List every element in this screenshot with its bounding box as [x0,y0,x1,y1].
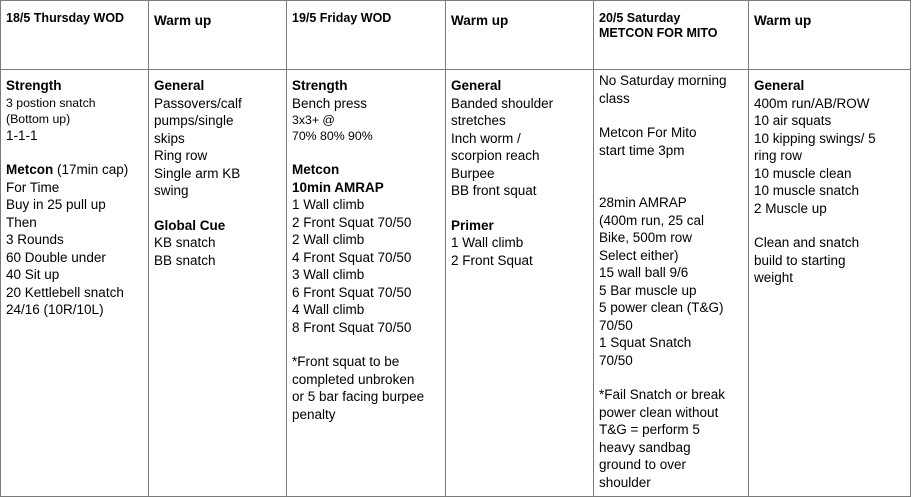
section-title: Global Cue [154,217,226,233]
text-line: 2 Front Squat [451,252,533,268]
text-line: class [599,90,630,106]
text-line: 3 Rounds [6,232,64,247]
text-line: ring row [754,148,803,163]
text-line: 400m run/AB/ROW [754,95,870,111]
text-line: 1 Wall climb [451,235,524,250]
text-line: T&G = perform 5 [599,422,700,437]
text-line: completed unbroken [292,371,415,387]
thursday-warmup-cell [149,70,287,497]
text-line: 4 Front Squat 70/50 [292,249,412,265]
text-line: 2 Front Squat 70/50 [292,214,412,230]
text-line: or 5 bar facing burpee [292,389,425,404]
text-line: 3x3+ @ [292,113,335,127]
text-line: 10 muscle snatch [754,183,860,198]
text-line: (400m run, 25 cal [599,212,705,228]
text-line: power clean without [599,404,719,420]
text-line: Metcon For Mito [599,125,697,140]
text-line: 20 Kettlebell snatch [6,284,124,300]
thursday-wod-cell [1,70,149,497]
text-line: scorpion reach [451,148,540,163]
text-line: 8 Front Squat 70/50 [292,319,412,335]
friday-wod-cell [287,70,446,497]
text-line: Passovers/calf [154,95,242,111]
text-line: stretches [451,113,506,128]
text-line: BB snatch [154,252,216,268]
text-line: pumps/single [154,113,234,128]
text-line: 2 Wall climb [292,232,365,247]
metcon-title-line: Metcon (17min cap) [6,162,129,177]
section-title: 10min AMRAP [292,179,384,195]
text-line: ground to over [599,457,687,472]
text-line: 28min AMRAP [599,195,687,210]
text-line: 1 Squat Snatch [599,335,692,350]
text-line: penalty [292,406,336,422]
text-line: 60 Double under [6,249,106,265]
section-title: General [154,78,205,93]
section-title: Primer [451,217,494,233]
text-line: 1-1-1 [6,127,38,143]
text-line: Single arm KB [154,165,241,181]
text-line: swing [154,183,189,198]
text-line: Then [6,214,37,230]
text-line: No Saturday morning [599,73,727,88]
saturday-warmup-cell [749,70,911,497]
content-row [1,70,911,497]
text-line: *Front squat to be [292,354,400,369]
saturday-wod-cell [594,70,749,497]
text-line: (Bottom up) [6,111,71,126]
text-line: Burpee [451,165,495,181]
text-line: build to starting [754,252,846,268]
section-title: Strength [6,78,62,93]
text-line: 10 air squats [754,113,832,128]
text-line: 6 Front Squat 70/50 [292,284,412,300]
text-line: Bench press [292,95,368,111]
text-line: shoulder [599,474,651,490]
header-thursday-wod: 18/5 Thursday WOD [1,1,149,70]
text-line: For Time [6,179,60,195]
text-line: 5 Bar muscle up [599,282,697,298]
text-line: 4 Wall climb [292,302,365,317]
text-line: 3 postion snatch [6,95,96,110]
section-title: Metcon [292,162,340,177]
text-line: Ring row [154,148,208,163]
header-saturday-warmup: Warm up [749,1,911,70]
text-line: Bike, 500m row [599,230,693,245]
text-line: KB snatch [154,235,216,250]
text-line: *Fail Snatch or break [599,387,726,402]
section-title: Strength [292,78,348,93]
text-line: 5 power clean (T&G) [599,300,724,315]
text-line: BB front squat [451,183,537,198]
text-line: weight [754,270,794,285]
text-line: 2 Muscle up [754,200,827,216]
text-line: 3 Wall climb [292,267,365,282]
text-line: Banded shoulder [451,95,554,111]
header-saturday-wod: 20/5 Saturday METCON FOR MITO [594,1,749,70]
friday-warmup-cell [446,70,594,497]
text-line: Clean and snatch [754,235,860,250]
text-line: 10 muscle clean [754,165,852,181]
text-line: 70/50 [599,317,633,333]
text-line: Select either) [599,247,679,263]
header-friday-wod: 19/5 Friday WOD [287,1,446,70]
text-line: 1 Wall climb [292,197,365,212]
text-line: 70/50 [599,352,633,368]
text-line: Inch worm / [451,130,521,146]
text-line: 70% 80% 90% [292,129,373,143]
text-line: Buy in 25 pull up [6,197,106,212]
text-line: 10 kipping swings/ 5 [754,130,876,146]
text-line: start time 3pm [599,142,685,158]
header-row [1,1,911,70]
header-thursday-warmup: Warm up [149,1,287,70]
text-line: 40 Sit up [6,267,60,282]
header-friday-warmup: Warm up [446,1,594,70]
text-line: 15 wall ball 9/6 [599,265,689,280]
text-line: 24/16 (10R/10L) [6,302,104,317]
text-line: heavy sandbag [599,439,691,455]
text-line: skips [154,130,185,146]
section-title: General [451,78,502,93]
section-title: General [754,78,805,93]
